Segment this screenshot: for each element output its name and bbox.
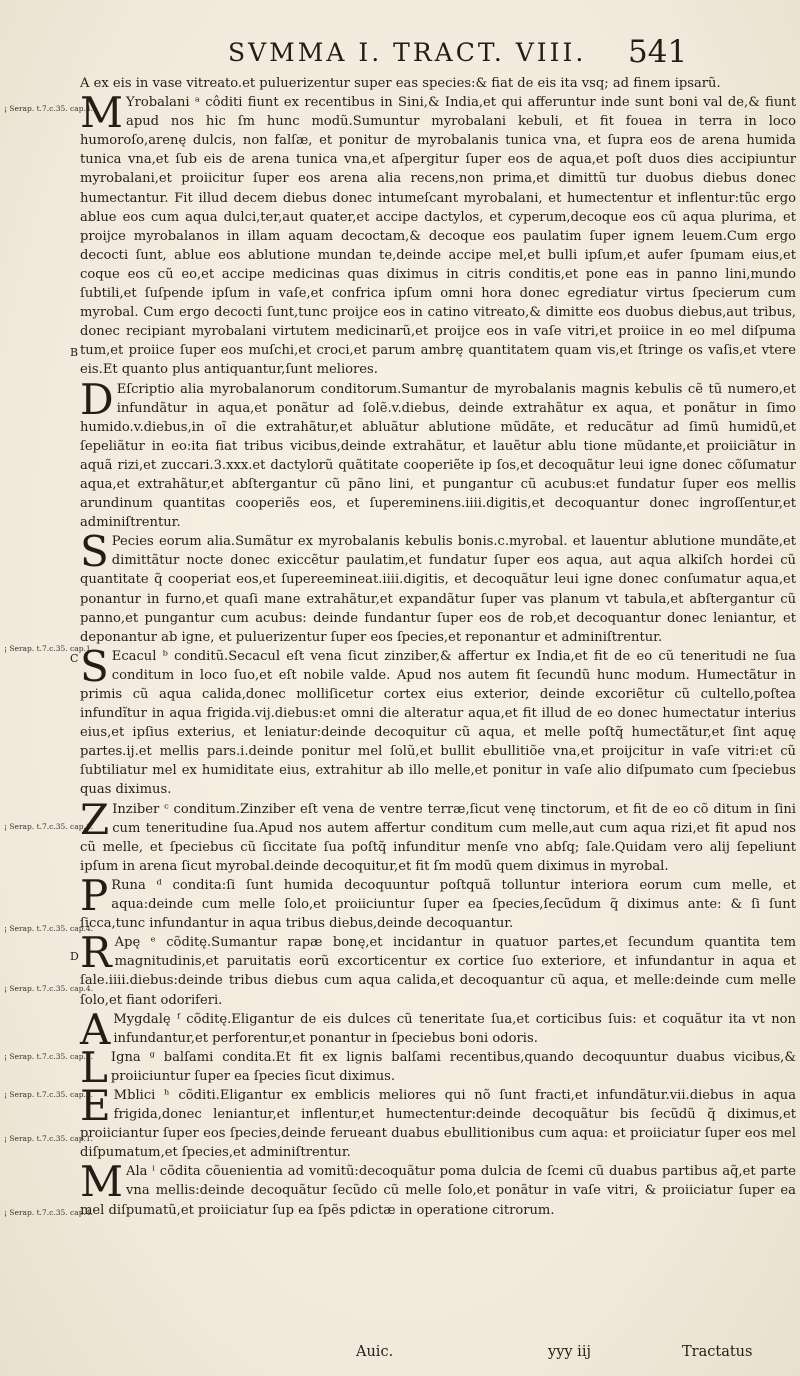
paragraph-zinziber <box>80 794 796 876</box>
catchword: Tractatus <box>682 1344 753 1360</box>
paragraph-text: Apę ᵉ cõditę.Sumantur rapæ bonę,et incidantur in quatuor partes,et ſecundum quantita tem magnitudinis,et paruitatis eorũ excorticentur ex cortice ſuo exteriore, et infundantur in aqua et ſale.iiii.diebus:deinde tribus diebus cum aqua calida,et decoquantur cũ aqua, et melle:deinde cum melle ſolo,et fiant odoriferi. <box>80 935 796 1008</box>
paragraph-myrobalani <box>80 88 796 379</box>
section-letter-c: C <box>70 652 79 665</box>
signature-mark: yyy iij <box>548 1344 591 1360</box>
page-footer <box>0 1344 800 1370</box>
paragraph-text: A ex eis in vase vitreato.et puluerizentur super eas species:& fiat de eis ita vsq; ad finem ipsarũ. <box>80 76 721 91</box>
section-letter-d: D <box>70 950 79 963</box>
page-header <box>0 34 800 74</box>
paragraph-text: Igna ᵍ balſami condita.Et fit ex lignis balſami recentibus,quando decoquuntur duabus vicibus,& proiiciuntur ſuper ea ſpecies ſicut diximus. <box>110 1049 796 1084</box>
drop-initial: R <box>80 928 112 978</box>
paragraph-text: Pecies eorum alia.Sumãtur ex myrobalanis kebulis bonis.c.myrobal. et lauentur ablutione mundãte,et dimittãtur nocte donec exiccẽtur paulatim,et fundatur ſuper eos aqua, aut aqua alkiſch hordei cũ quantitate q̃ cooperiat eos,et ſupereemineat.iiii.digitis, et decoquãtur leui igne donec conſumatur aqua,et ponantur in furno,et quaſi mane extrahãtur,et expandãtur ſuper vas planum vt tabula,et abſtergantur cũ panno,et pungantur cum acubus: deinde fundantur ſuper eos de rob,et decoquantur donec leniantur, et deponantur ab igne, et puluerizentur ſuper eos ſpecies,et reponantur et adminiſtrentur. <box>80 534 796 645</box>
paragraph-rapae <box>80 928 796 1009</box>
paragraph-pruna <box>80 870 796 933</box>
page-number: 541 <box>628 34 688 70</box>
section-letter-b: B <box>70 346 79 359</box>
paragraph-emblici <box>80 1080 796 1162</box>
paragraph-text: Ecacul ᵇ conditũ.Secacul eſt vena ſicut zinziber,& affertur ex India,et fit de eo cũ teneritudi ne ſua conditum in loco ſuo,et eſt nobile valde. Apud nos autem fit ſecundũ hunc modum. Humectãtur in primis cũ aqua calida,donec molliſicetur cortex eius exterior, deinde excoriẽtur cũ cultello,poſtea infundĩtur in aqua frigida.vij.diebus:et omni die alteratur aqua,et fit illud de eo donec humectatur interius eius,et ipſius exterius, et leniatur:deinde decoquitur cũ aqua, et melle poſtq̃ humectãtur,et ſint aquę partes.ij.et mellis pars.i.deinde ponitur mel ſolũ,et bullit ebullitiõe vna,et proijcitur in vaſe vitri:et cũ ſubtiliatur mel ex humiditate eius, extrahitur ab illo melle,et ponitur in vaſe alio diſpumato cum ſpeciebus quas diximus. <box>80 648 796 798</box>
drop-initial: M <box>80 1157 124 1207</box>
paragraph-species <box>80 527 796 647</box>
margin-note-e: ¡ Serap. t.7.c.35. cap.4. <box>4 984 94 993</box>
margin-note-b: ¡ Serap. t.7.c.35. cap.1. <box>4 644 94 653</box>
paragraph-ligna <box>80 1042 796 1092</box>
running-title: SVMMA I. TRACT. VIII. <box>228 38 587 67</box>
paragraph-text: Mblici ʰ cõditi.Eligantur ex emblicis meliores qui nõ ſunt fracti,et infundãtur.vii.diebus in aqua frigida,donec leniantur,et inflentur,et humectentur:deinde decoquãtur bis ſecũdũ q̃ diximus,et proiiciantur ſuper eos ſpecies,deinde ferueant duabus ebullitionibus cum aqua: et proiiciatur ſuper eos mel diſpumatum,et ſpecies,et adminiſtrentur. <box>80 1087 796 1161</box>
margin-note-d: ¡ Serap. t.7.c.35. cap.4. <box>4 924 94 933</box>
margin-note-g: ¡ Serap. t.7.c.35. cap.1. <box>4 1090 94 1099</box>
paragraph-text: Runa ᵈ condita:ſi ſunt humida decoquuntur poſtquã tolluntur interiora eorum cum melle, et aqua:deinde cum melle ſolo,et proiiciuntur ſuper ea ſpecies,ſecũdum q̃ diximus ante: & ſi ſunt ſicca,tunc infundantur in aqua tribus diebus,deinde decoquantur. <box>80 877 796 932</box>
margin-note-a: ¡ Serap. t.7.c.35. cap.4. <box>4 104 94 113</box>
paragraph-descriptio <box>80 374 796 533</box>
margin-note-h: ¡ Serap. t.7.c.35. cap.1. <box>4 1134 94 1143</box>
paragraph-amygdalae <box>80 1004 796 1054</box>
paragraph-text: Inziber ᶜ conditum.Zinziber eſt vena de ventre terræ,ſicut venę tinctorum, et fit de eo cõ ditum in ſini cum teneritudine ſua.Apud nos autem affertur conditum cum melle,aut cum aqua rizi,et fit apud nos cũ melle, et ſpeciebus cũ ſiccitate ſua poſtq̃ infunditur menſe vno abſq; ſale.Quidam vero alij ſepeliunt ipſum in arena ſicut myrobal.deinde decoquitur,et fit ſm modũ quem diximus in myrobal. <box>80 801 796 874</box>
margin-note-f: ¡ Serap. t.7.c.35. cap.1. <box>4 1052 94 1061</box>
drop-initial: L <box>80 1042 108 1092</box>
paragraph-0 <box>80 74 796 93</box>
paragraph-text: Mygdalę ᶠ cõditę.Eligantur de eis dulces cũ teneritate ſua,et corticibus ſuis: et coquãtur ita vt non infundantur,et perforentur,et ponantur in ſpeciebus boni odoris. <box>113 1011 796 1046</box>
drop-initial: S <box>80 527 109 577</box>
drop-initial: E <box>80 1080 111 1130</box>
paragraph-text: Yrobalani ᵃ côditi fiunt ex recentibus in Sini,& India,et qui afferuntur inde sunt boni val de,& fiunt apud nos hic ſm hunc modũ.Sumuntur myrobalani kebuli, et fit fouea in terra in loco humoroſo,arenę dulcis, non falſæ, et ponitur de myrobalanis tunica vna, et ſupra eos de arena humida tunica vna,et ſub eis de arena tunica vna,et aſpergitur ſuper eos de aqua,et poſt duos dies accipiuntur myrobalani,et proiicitur ſuper eos arena alia recens,non prima,et dimittũ tur duobus diebus donec humectantur. Fit illud decem diebus donec intumeſcant myrobalani, et humectentur et inflentur:tũc ergo ablue eos cum aqua dulci,ter,aut quater,et accipe dactylos, et cyperum,decoque eos cũ aqua plurima, et proijce myrobalanos in illam aquam decoctam,& decoque eos paulatim ſuper ignem leuem.Cum ergo decocti ſunt, ablue eos ablutione mundan te,deinde accipe mel,et bulli ipſum,et aufer ſpumam eius,et coque eos cũ eo,et accipe medicinas quas diximus in citris conditis,et pone eas in panno lini,mundo ſubtili,et ſuſpende ipſum in vaſe,et confrica ipſum omni hora donec egrediatur virtus ſpecierum cum myrobal. Cum ergo decocti ſunt,tunc proijce eos in catino vitreato,& dimitte eos duobus diebus,aut tribus, donec recipiant myrobalani virtutem medicinarũ,et proijce eos in vaſe vitri,et proiice in eo mel diſpuma tum,et proiice ſuper eos muſchi,et croci,et parum ambrę quantitatem quam vis,et ſtringe os vaſis,et vtere eis.Et quanto plus antiquantur,ſunt meliores. <box>80 95 796 378</box>
drop-initial: M <box>80 88 124 138</box>
paragraph-mala <box>80 1157 796 1219</box>
drop-initial: A <box>80 1004 111 1054</box>
footer-reference: Auic. <box>356 1344 394 1360</box>
paragraph-secacul <box>80 641 796 800</box>
main-text-block <box>80 74 796 1220</box>
paragraph-text: Eſcriptio alia myrobalanorum conditorum.Sumantur de myrobalanis magnis kebulis cẽ tũ numero,et infundãtur in aqua,et ponãtur ad ſolẽ.v.diebus, deinde extrahãtur ex aqua, et ponãtur in ſimo humido.v.diebus,in oĩ die extrahãtur,et abluãtur ablutione mũdãte, et reducãtur ad ſimũ humidũ,et ſepeliãtur in eo:ita fiat tribus vicibus,deinde extrahãtur, et lauẽtur ablu tione mũdante,et proiiciãtur in aquã rizi,et zuccari.3.xxx.et dactylorũ quãtitate cooperiẽte ip ſos,et decoquãtur leui igne donec cõſumatur aqua,et extrahãtur,et abſtergantur cũ pãno lini, et pungantur cũ acubus:et fundatur ſuper eos mellis arundinum quantitas cooperiẽs eos, et ſupereminens.iiii.digitis,et decoquantur donec ingroſſentur,et adminiſtrentur. <box>80 381 796 531</box>
margin-note-c: ¡ Serap. t.7.c.35. cap.1. <box>4 822 94 831</box>
drop-initial: P <box>80 870 109 920</box>
drop-initial: D <box>80 374 114 424</box>
paragraph-text: Ala ⁱ cõdita cõuenientia ad vomitũ:decoquãtur poma dulcia de ſcemi cũ duabus partibus aq̃,et parte vna mellis:deinde decoquãtur ſecũdo cũ melle ſolo,et ponãtur in vaſe vitri, & proiiciatur ſuper ea mel diſpumatũ,et proiiciatur ſup ea ſpẽs pdictæ in operatione citrorum. <box>80 1164 796 1218</box>
margin-note-i: ¡ Serap. t.7.c.35. cap.4. <box>4 1208 94 1217</box>
drop-initial: Z <box>80 794 110 844</box>
drop-initial: S <box>80 641 109 691</box>
